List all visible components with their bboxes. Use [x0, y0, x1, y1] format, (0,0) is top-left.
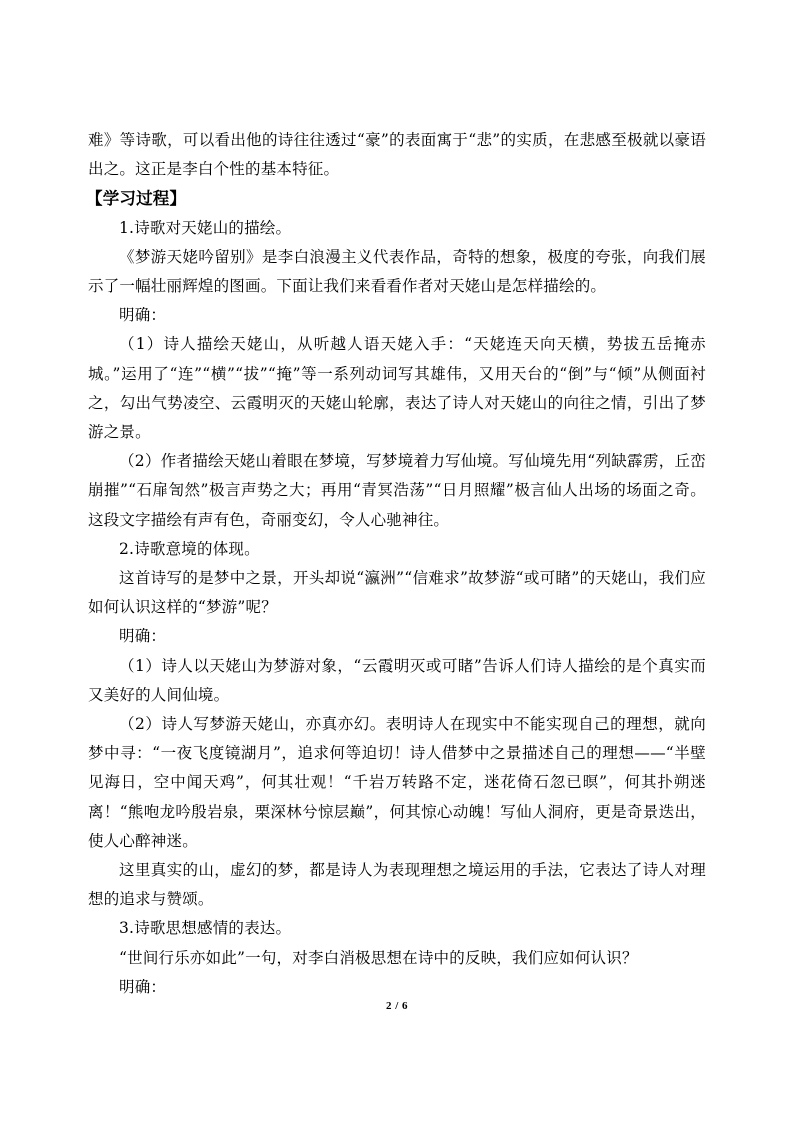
paragraph: （2）作者描绘天姥山着眼在梦境，写梦境着力写仙境。写仙境先用“列缺霹雳，丘峦崩摧”“石扉訇然”极言声势之大；再用“青冥浩荡”“日月照耀”极言仙人出场的场面之奇。这段文字描绘有声有色，奇丽变幻，令人心驰神往。 [88, 452, 706, 529]
paragraph-continuation: 难》等诗歌，可以看出他的诗往往透过“豪”的表面寓于“悲”的实质，在悲感至极就以豪语出之。这正是李白个性的基本特征。 [88, 131, 706, 179]
answer-label: 明确： [119, 627, 167, 646]
paragraph: “世间行乐亦如此”一句，对李白消极思想在诗中的反映，我们应如何认识？ [119, 948, 638, 967]
section-heading: 【学习过程】 [86, 189, 187, 209]
page-number: 2 / 6 [385, 1000, 409, 1012]
answer-label: 明确： [119, 306, 167, 325]
paragraph: （2）诗人写梦游天姥山，亦真亦幻。表明诗人在现实中不能实现自己的理想，就向梦中寻：“一夜飞度镜湖月”，追求何等迫切！诗人借梦中之景描述自己的理想——“半壁见海日，空中闻天鸡”，何其壮观！“千岩万转路不定，迷花倚石忽已暝”，何其扑朔迷离！“熊咆龙吟殷岩泉，栗深林兮惊层巅”，何其惊心动魄！写仙人洞府，更是奇景迭出，使人心醉神迷。 [88, 715, 706, 850]
paragraph: （1）诗人以天姥山为梦游对象，“云霞明灭或可睹”告诉人们诗人描绘的是个真实而又美好的人间仙境。 [88, 656, 706, 704]
numbered-subheading: 2.诗歌意境的体现。 [119, 539, 260, 558]
numbered-subheading: 3.诗歌思想感情的表达。 [119, 919, 292, 938]
paragraph: 这里真实的山，虚幻的梦，都是诗人为表现理想之境运用的手法，它表达了诗人对理想的追求与赞颂。 [88, 861, 706, 909]
paragraph: 《梦游天姥吟留别》是李白浪漫主义代表作品，奇特的想象，极度的夸张，向我们展示了一幅壮丽辉煌的图画。下面让我们来看看作者对天姥山是怎样描绘的。 [88, 247, 706, 296]
paragraph: （1）诗人描绘天姥山，从听越人语天姥入手：“天姥连天向天横，势拔五岳掩赤城。”运用了“连”“横”“拔”“掩”等一系列动词写其雄伟，又用天台的“倒”与“倾”从侧面衬之，勾出气势凌空、云霞明灭的天姥山轮廓，表达了诗人对天姥山的向往之情，引出了梦游之景。 [88, 335, 706, 442]
answer-label: 明确： [119, 977, 167, 996]
numbered-subheading: 1.诗歌对天姥山的描绘。 [119, 218, 292, 237]
document-body [88, 126, 706, 1002]
paragraph: 这首诗写的是梦中之景，开头却说“瀛洲”“信难求”故梦游“或可睹”的天姥山，我们应如何认识这样的“梦游”呢？ [88, 569, 706, 617]
